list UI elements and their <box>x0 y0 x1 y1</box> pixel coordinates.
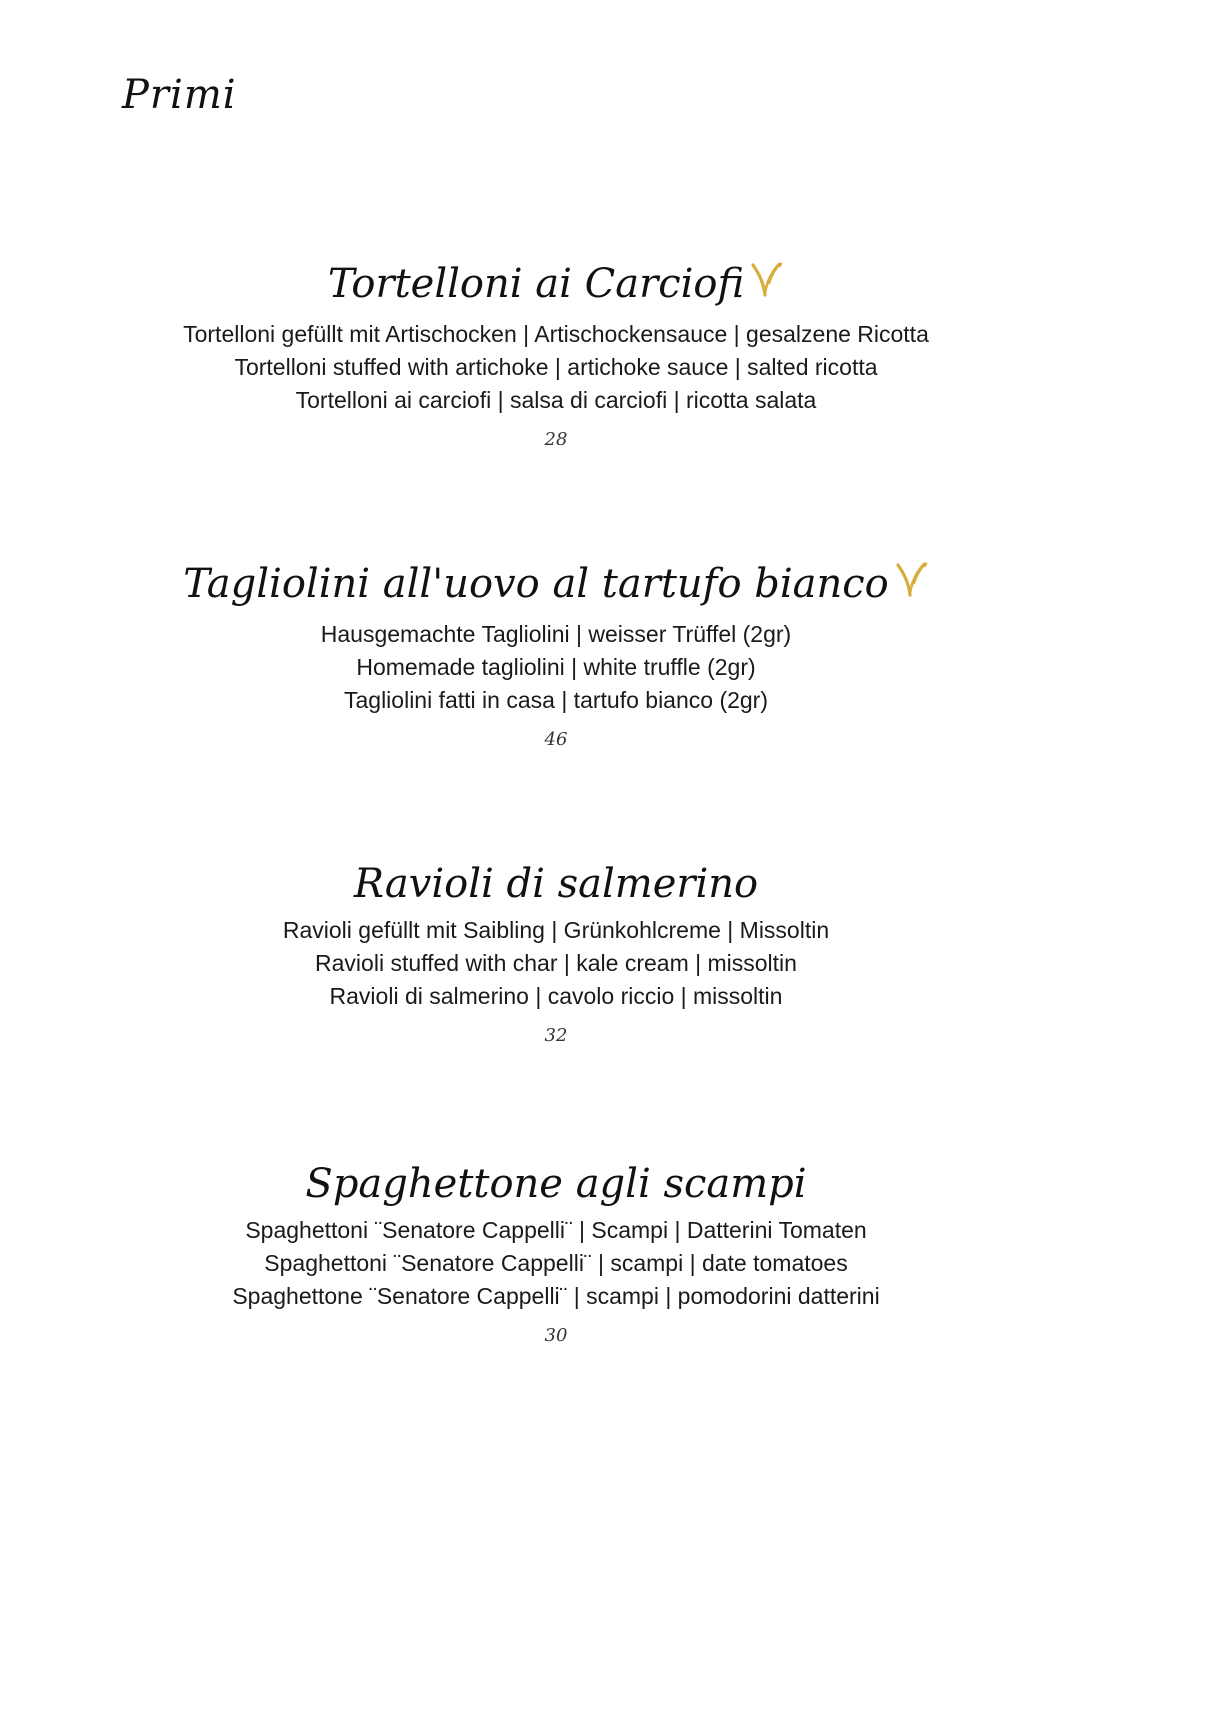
menu-item <box>0 258 1112 453</box>
dish-title-row <box>0 258 1112 314</box>
dish-description <box>0 914 1112 1013</box>
description-line-en: Homemade tagliolini | white truffle (2gr) <box>356 653 756 680</box>
description-line-en: Ravioli stuffed with char | kale cream | missoltin <box>315 950 797 976</box>
leaf-sprout-icon <box>895 557 929 610</box>
description-line-de: Ravioli gefüllt mit Saibling | Grünkohlcreme | Missoltin <box>282 917 830 943</box>
description-line-it: Tortelloni ai carciofi | salsa di carciofi | ricotta salata <box>295 386 817 413</box>
dish-description <box>0 1214 1112 1313</box>
section-title: Primi <box>122 72 237 118</box>
dish-description <box>0 618 1112 717</box>
description-line-de: Hausgemachte Tagliolini | weisser Trüffel (2gr) <box>320 620 792 647</box>
description-line-de: Spaghettoni ¨Senatore Cappelli¨ | Scampi | Datterini Tomaten <box>245 1217 867 1243</box>
dish-price: 30 <box>544 1325 568 1346</box>
dish-title: Ravioli di salmerino <box>353 861 759 907</box>
dish-description <box>0 318 1112 417</box>
description-line-en: Tortelloni stuffed with artichoke | artichoke sauce | salted ricotta <box>234 353 878 380</box>
menu-item <box>0 858 1112 1049</box>
menu-item <box>0 1158 1112 1349</box>
dish-title: Spaghettone agli scampi <box>305 1161 807 1207</box>
menu-item <box>0 558 1112 753</box>
description-line-it: Tagliolini fatti in casa | tartufo bianco (2gr) <box>343 686 769 713</box>
dish-title: Tagliolini all'uovo al tartufo bianco <box>183 561 889 607</box>
description-line-en: Spaghettoni ¨Senatore Cappelli¨ | scampi | date tomatoes <box>264 1250 848 1276</box>
dish-price: 32 <box>544 1025 568 1046</box>
dish-price: 46 <box>544 728 568 750</box>
dish-title-row <box>0 558 1112 614</box>
leaf-sprout-icon <box>750 257 784 310</box>
dish-title: Tortelloni ai Carciofi <box>327 261 745 307</box>
description-line-it: Ravioli di salmerino | cavolo riccio | missoltin <box>329 983 783 1009</box>
dish-price: 28 <box>544 428 568 450</box>
description-line-de: Tortelloni gefüllt mit Artischocken | Artischockensauce | gesalzene Ricotta <box>183 320 929 347</box>
description-line-it: Spaghettone ¨Senatore Cappelli¨ | scampi | pomodorini datterini <box>232 1283 880 1309</box>
